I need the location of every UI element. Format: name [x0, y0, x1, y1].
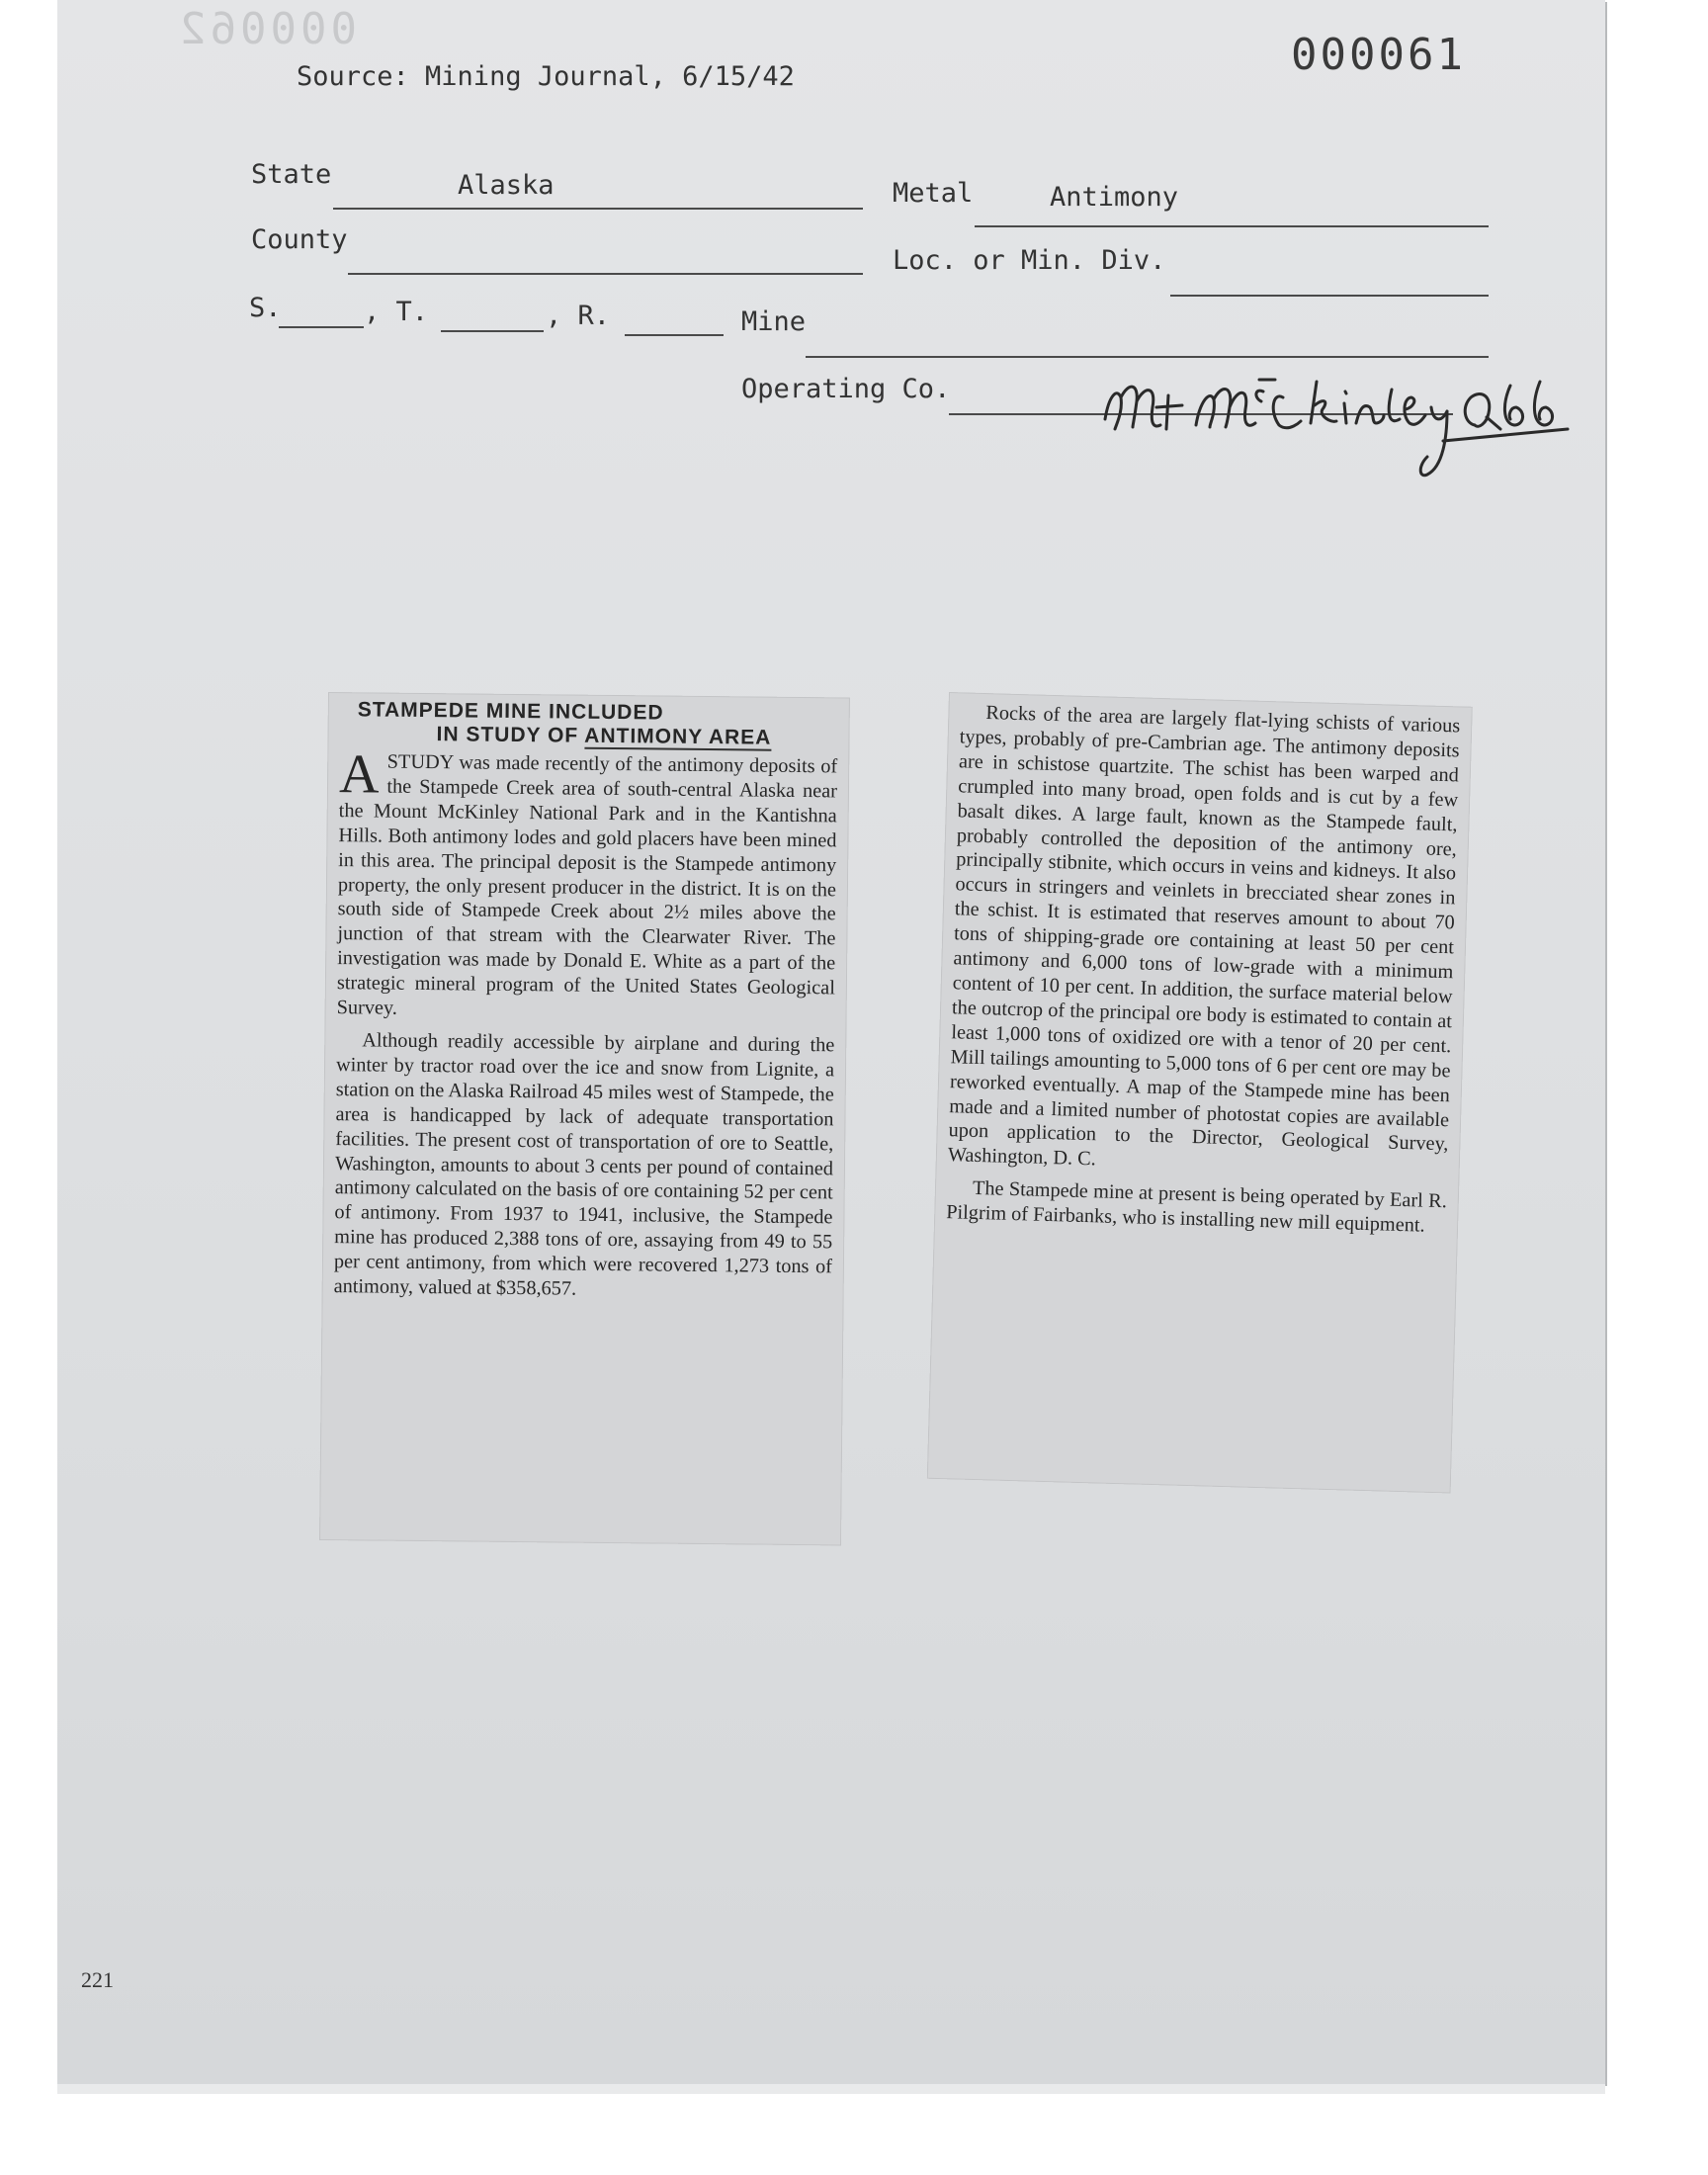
article-paragraph-3: Rocks of the area are largely flat-lying schists of various types, probably of pre-Cambrian age. The antimony deposits are in schistose quartzite. The schist has been warped and crumpled into many broad, open folds and is cut by a few basalt dikes. A large fault, known as the Stampede fault, probably controlled the deposition of the antimony ore, principally stibnite, which occurs in veins and kidneys. It also occurs in stringers and veinlets in brecciated shear zones in the schist. It is estimated that reserves amount to about 70 tons of shipping-grade ore containing at least 50 per cent antimony and 6,000 tons of low-grade with a minimum content of 10 per cent. In addition, the surface material below the outcrop of the principal ore body is estimated to contain at least 1,000 tons of oxidized ore with a tenor of 20 per cent. Mill tailings amounting to 5,000 tons of 6 per cent ore may be reworked eventually. A map of the Stampede mine has been made and a limited number of photostat copies are available upon application to the Director, Geological Survey, Washington, D. C. [947, 702, 1461, 1171]
loc-label: Loc. or Min. Div. [893, 245, 1166, 276]
ghost-doc-number: 000062 [176, 4, 357, 54]
mine-rule [806, 356, 1489, 358]
drop-cap: A [338, 743, 380, 806]
loc-rule [1170, 295, 1489, 297]
article-paragraph-2: Although readily accessible by airplane and during the winter by tractor road over the ice and snow from Lignite, a station on the Alaska Railroad 45 miles west of Stampede, the area is handicapped by lack of adequate transportation facilities. The present cost of transportation of ore to Seattle, Washington, amounts to about 3 cents per pound of contained antimony calculated on the basis of ore containing 52 per cent of antimony. From 1937 to 1941, inclusive, the Stampede mine has produced 2,388 tons of ore, assaying from 49 to 55 per cent antimony, from which were recovered 1,273 tons of antimony, valued at $358,657. [333, 1029, 835, 1300]
range-rule [625, 334, 724, 336]
township-label: , T. [364, 297, 429, 327]
article-headline [327, 692, 850, 751]
county-rule [348, 273, 863, 275]
range-label: , R. [546, 301, 611, 331]
township-rule [441, 330, 544, 332]
state-value: Alaska [458, 170, 555, 201]
article-column-right [934, 692, 1473, 1240]
document-number: 000061 [1291, 30, 1466, 80]
paragraph-1-text: STUDY was made recently of the antimony deposits of the Stampede Creek area of south-central Alaska near the Mount McKinley National Park and in the Kantishna Hills. Both antimony lodes and gold placers have been mined in this area. The principal deposit is the Stampede antimony property, the only present producer in the district. It is on the south side of Stampede Creek about 2½ miles above the junction of that stream with the Clearwater River. The investigation was made by Donald E. White as a part of the strategic mineral program of the United States Geological Survey. [336, 750, 838, 1019]
metal-value: Antimony [1050, 182, 1179, 213]
article-clipping-left [319, 692, 850, 1545]
handwritten-signature [1087, 368, 1572, 486]
headline-underlined: ANTIMONY AREA [584, 724, 772, 749]
operating-value-handwriting [1087, 368, 1572, 486]
article-paragraph-4: The Stampede mine at present is being operated by Earl R. Pilgrim of Fairbanks, who is installing new mill equipment. [945, 1177, 1448, 1237]
headline-line-2-prefix: IN STUDY OF [436, 723, 585, 747]
article-clipping-right [927, 692, 1473, 1493]
section-rule [279, 326, 364, 328]
county-label: County [251, 224, 348, 255]
state-rule [333, 208, 863, 210]
metal-label: Metal [893, 178, 974, 209]
headline-line-2 [327, 722, 849, 751]
operating-label: Operating Co. [741, 374, 951, 404]
article-column-left [322, 743, 850, 1304]
section-label: S. [249, 293, 282, 323]
metal-rule [975, 225, 1489, 227]
sheet-edge [57, 2084, 1605, 2094]
page-number: 221 [81, 1967, 114, 1992]
mine-label: Mine [741, 306, 807, 337]
article-paragraph-1 [336, 743, 838, 1025]
state-label: State [251, 159, 332, 190]
source-line: Source: Mining Journal, 6/15/42 [297, 61, 795, 92]
headline-line-1: STAMPEDE MINE INCLUDED [357, 698, 664, 725]
